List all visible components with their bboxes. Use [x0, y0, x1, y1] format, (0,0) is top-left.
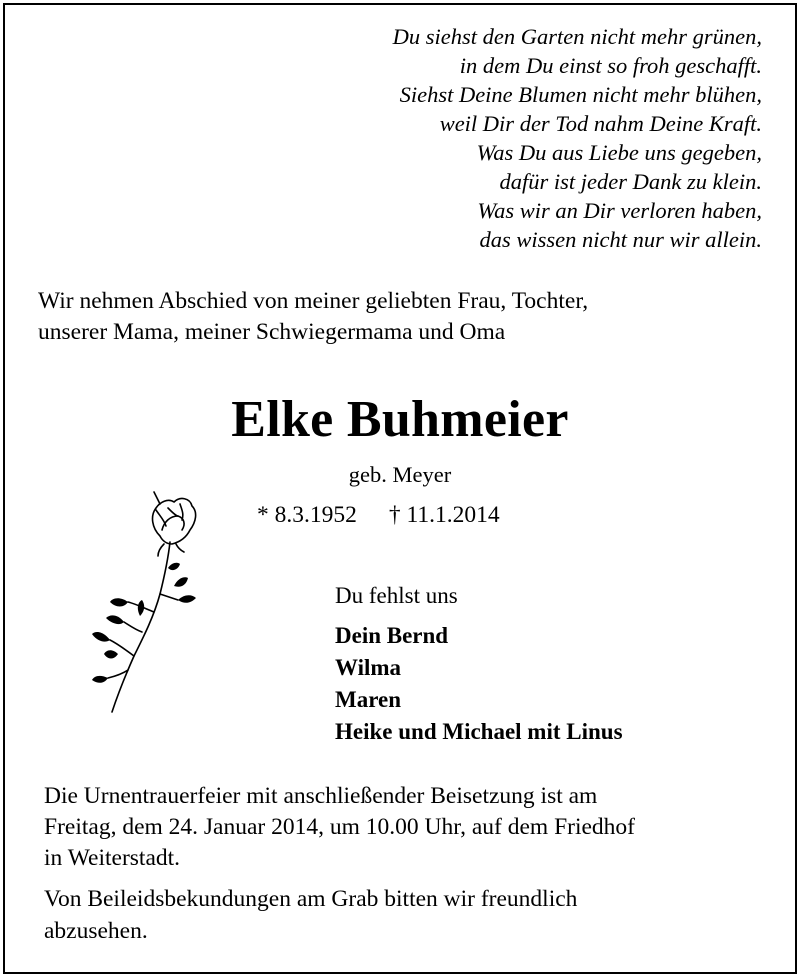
- poem-line: dafür ist jeder Dank zu klein.: [499, 169, 762, 194]
- mourners: [335, 580, 623, 748]
- service-line: Freitag, dem 24. Januar 2014, um 10.00 Uhr, auf dem Friedhof: [44, 814, 636, 840]
- mourner-name: Maren: [335, 687, 402, 712]
- service-notice: [44, 781, 635, 874]
- mourner-name: Dein Bernd: [335, 623, 449, 648]
- service-line: in Weiterstadt.: [44, 845, 181, 871]
- mourners-lead: Du fehlst uns: [335, 583, 458, 608]
- intro-line: Wir nehmen Abschied von meiner geliebten Frau, Tochter,: [38, 288, 589, 314]
- poem-line: Siehst Deine Blumen nicht mehr blühen,: [399, 82, 762, 107]
- intro-line: unserer Mama, meiner Schwiegermama und Oma: [38, 319, 506, 345]
- born-name: geb. Meyer: [348, 462, 452, 487]
- poem-line: Was Du aus Liebe uns gegeben,: [476, 140, 762, 165]
- service-line: Die Urnentrauerfeier mit anschließender Beisetzung ist am: [44, 783, 598, 809]
- poem: [393, 22, 762, 254]
- farewell-intro: [38, 286, 588, 348]
- death-date: † 11.1.2014: [388, 502, 500, 528]
- poem-line: in dem Du einst so froh geschafft.: [459, 53, 762, 78]
- life-dates: [257, 500, 500, 530]
- poem-line: das wissen nicht nur wir allein.: [479, 227, 762, 252]
- condolence-line: Von Beileidsbekundungen am Grab bitten wir freundlich: [44, 886, 578, 912]
- poem-line: Was wir an Dir verloren haben,: [477, 198, 762, 223]
- mourner-name: Heike und Michael mit Linus: [335, 719, 623, 744]
- condolence-notice: [44, 883, 577, 947]
- deceased-name: Elke Buhmeier: [231, 391, 569, 448]
- poem-line: weil Dir der Tod nahm Deine Kraft.: [439, 111, 762, 136]
- poem-line: Du siehst den Garten nicht mehr grünen,: [392, 24, 762, 49]
- rose-icon: [84, 490, 204, 730]
- birth-date: * 8.3.1952: [257, 502, 357, 528]
- condolence-line: abzusehen.: [44, 918, 148, 944]
- mourner-name: Wilma: [335, 655, 402, 680]
